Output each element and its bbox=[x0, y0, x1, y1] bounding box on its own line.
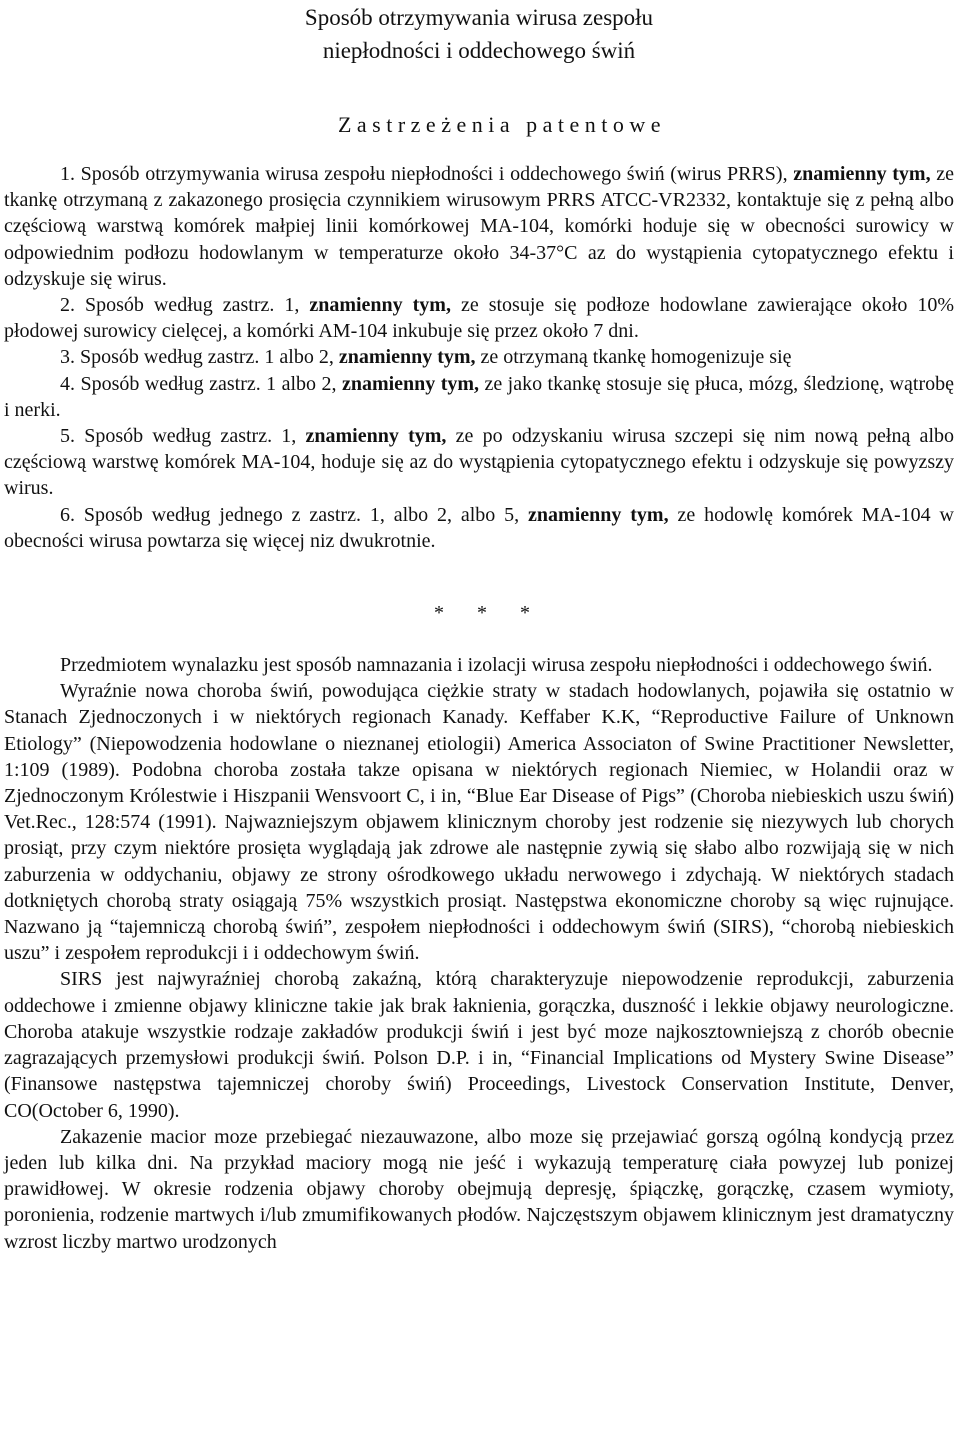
description-paragraph: Przedmiotem wynalazku jest sposób namnazania i izolacji wirusa zespołu niepłodności i oddechowego świń. bbox=[60, 654, 933, 677]
claim-1: 1. Sposób otrzymywania wirusa zespołu niepłodności i oddechowego świń (wirus PRRS), znamienny tym, ze tkankę otrzymaną z zakazonego prosięcia czynnikiem wirusowym PRRS ATCC-VR2332, kontaktuje się z pełną albo częściową warstwą komórek małpiej linii komórkowej MA-104, komórki hoduje się w obecności surowicy w odpowiednim podłozu hodowlanym w temperaturze około 34-37°C az do wystąpienia cytopatycznego efektu i odzyskuje się wirus. bbox=[4, 163, 954, 290]
document-title bbox=[4, 1, 954, 67]
description-paragraph: Wyraźnie nowa choroba świń, powodująca ciężkie straty w stadach hodowlanych, pojawiła się ostatnio w Stanach Zjednoczonych i w niektórych regionach Kanady. Keffaber K.K, “Reproductive Failure of Unknown Etiology” (Niepowodzenia hodowlane o nieznanej etiologii) America Associaton of Swine Practitioner Newsletter, 1:109 (1989). Podobna choroba została takze opisana w niektórych regionach Niemiec, w Holandii oraz w Zjednoczonym Królestwie i Hiszpanii Wensvoort C, i in, “Blue Ear Disease of Pigs” (Choroba niebieskich uszu świń) Vet.Rec., 128:574 (1991). Najwazniejszym objawem klinicznym choroby jest rodzenie się niezywych lub chorych prosiąt, przy czym niektóre prosięta wyglądają jak zdrowe ale następnie zywią się słabo albo rozwijają się w nich zaburzenia w oddychaniu, objawy ze strony ośrodkowego układu nerwowego i zdychają. W niektórych stadach dotkniętych chorobą straty osiągają 75% wszystkich prosiąt. Następstwa ekonomiczne choroby są więc rujnujące. Nazwano ją “tajemniczą chorobą świń”, zespołem niepłodności i oddechowym świń (SIRS), “chorobą niebieskich uszu” i zespołem reprodukcji i i oddechowym świń. bbox=[4, 680, 954, 965]
description-paragraph: Zakazenie macior moze przebiegać niezauwazone, albo moze się przejawiać gorszą ogólną kondycją przez jeden lub kilka dni. Na przykład maciory mogą nie jeść i wykazują temperaturę ciała powyzej lub ponizej prawidłowej. W okresie rodzenia objawy choroby obejmują depresję, śpiączkę, gorączkę, czasem wymioty, poronienia, rodzenie martwych i/lub zmumifikowanych płodów. Najczęstszym objawem klinicznym jest dramatyczny wzrost liczby martwo urodzonych bbox=[4, 1125, 954, 1253]
claims-list bbox=[4, 161, 954, 554]
description-paragraph: SIRS jest najwyraźniej chorobą zakaźną, którą charakteryzuje niepowodzenie reprodukcji, zaburzenia oddechowe i zmienne objawy kliniczne takie jak brak łaknienia, gorączka, duszność i lekkie objawy neurologiczne. Choroba atakuje wszystkie rodzaje zakładów produkcji świń i jest być moze najkosztowniejszą z chorób obecnie zagrazających przemysłowi produkcji świń. Polson D.P. i in, “Financial Implications od Mystery Swine Disease” (Finansowe następstwa tajemniczej choroby świń) Proceedings, Livestock Conservation Institute, Denver, CO(October 6, 1990). bbox=[4, 968, 954, 1122]
claim-5: 5. Sposób według zastrz. 1, znamienny tym, ze po odzyskaniu wirusa szczepi się nim nową pełną albo częściową warstwę komórek MA-104, hoduje się az do wystąpienia cytopatycznego efektu i odzyskuje się powyzszy wirus. bbox=[4, 425, 954, 500]
claim-2: 2. Sposób według zastrz. 1, znamienny tym, ze stosuje się podłoze hodowlane zawierające około 10% płodowej surowicy cielęcej, a komórki AM-104 inkubuje się przez około 7 dni. bbox=[4, 294, 954, 343]
section-separator: * * * bbox=[434, 602, 544, 625]
description-body bbox=[4, 652, 954, 1255]
title-line-1: Sposób otrzymywania wirusa zespołu bbox=[304, 5, 654, 30]
claim-3: 3. Sposób według zastrz. 1 albo 2, znamienny tym, ze otrzymaną tkankę homogenizuje się bbox=[60, 346, 792, 369]
section-title: Zastrzeżenia patentowe bbox=[337, 112, 667, 137]
document-page bbox=[4, 0, 954, 1255]
title-line-2: niepłodności i oddechowego świń bbox=[322, 38, 636, 63]
claim-6: 6. Sposób według jednego z zastrz. 1, albo 2, albo 5, znamienny tym, ze hodowlę komórek MA-104 w obecności wirusa powtarza się więcej niz dwukrotnie. bbox=[4, 503, 954, 552]
claim-4: 4. Sposób według zastrz. 1 albo 2, znamienny tym, ze jako tkankę stosuje się płuca, mózg, śledzionę, wątrobę i nerki. bbox=[4, 372, 954, 421]
